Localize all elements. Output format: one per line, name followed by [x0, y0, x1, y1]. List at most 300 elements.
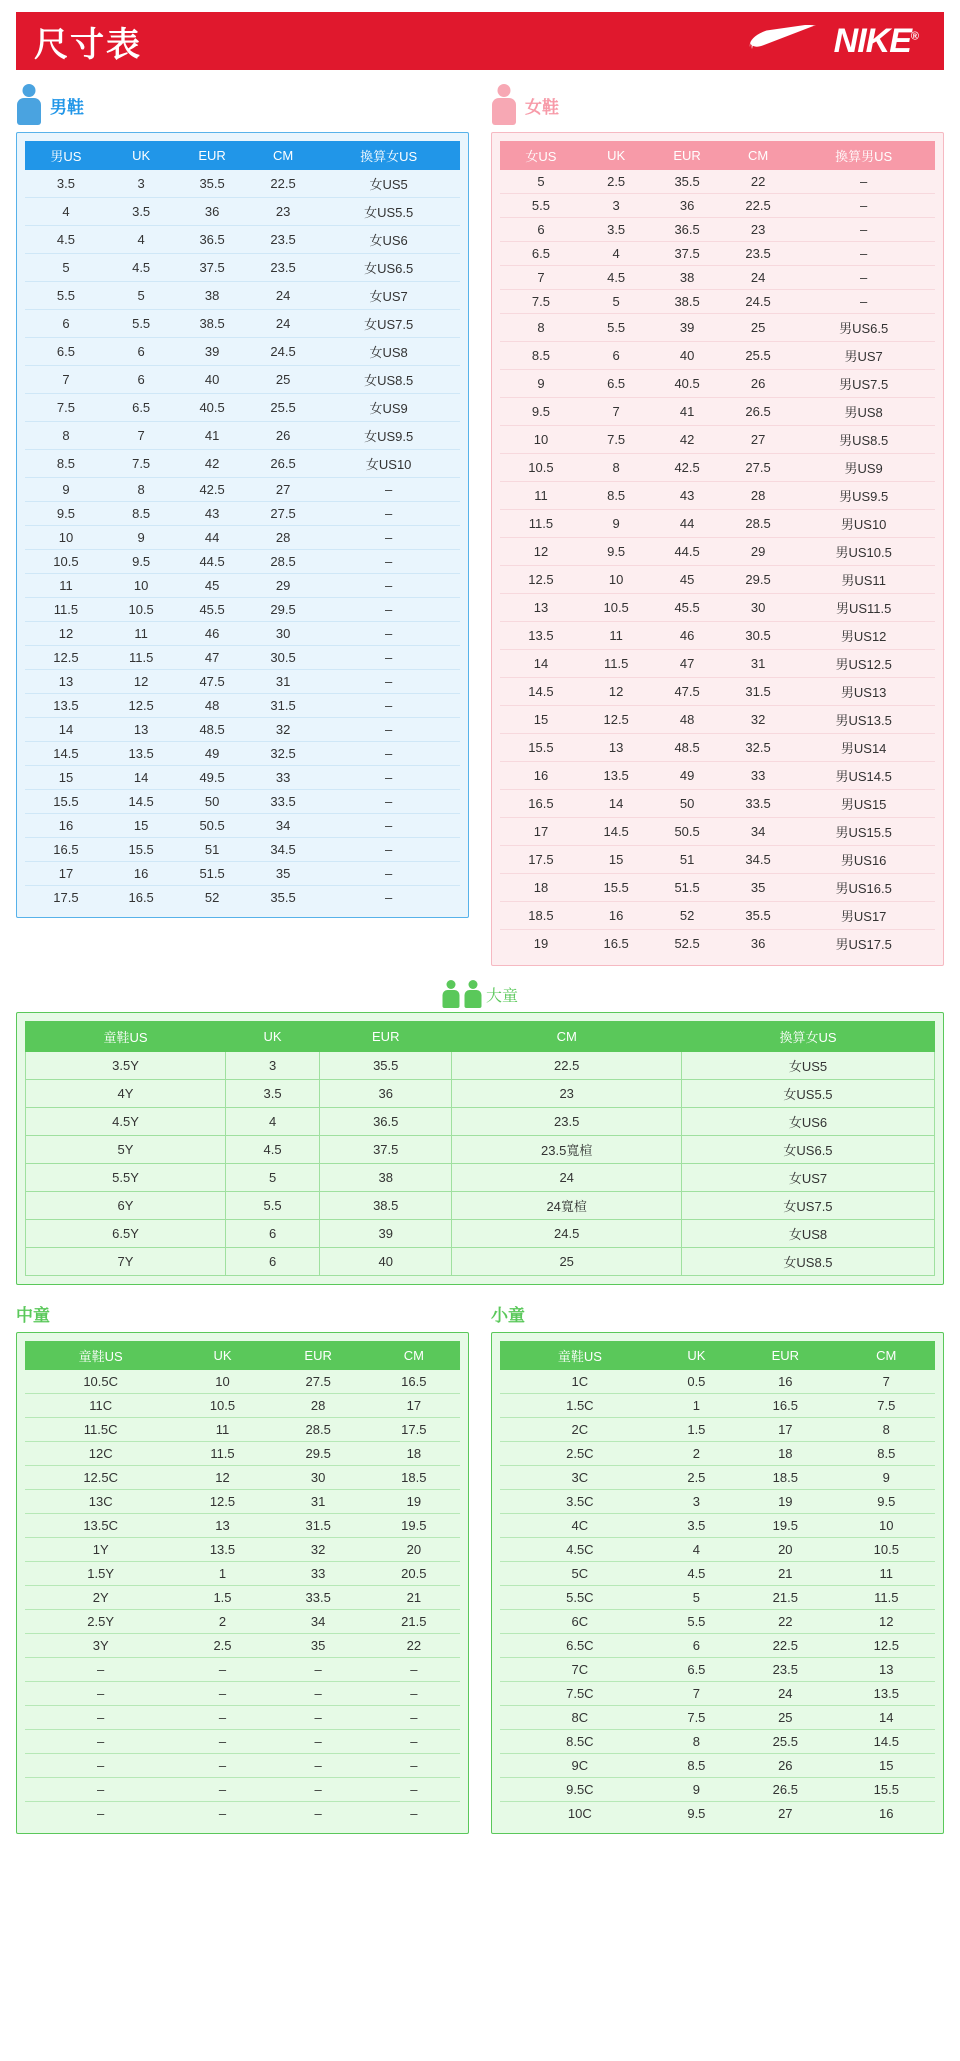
- table-row: [25, 1730, 460, 1754]
- column-header: 童鞋US: [500, 1341, 660, 1370]
- table-row: [500, 1730, 935, 1754]
- column-header: CM: [452, 1022, 682, 1052]
- table-cell: 10: [500, 426, 582, 454]
- table-cell: 16.5: [25, 838, 107, 862]
- table-cell: 男US14: [792, 734, 935, 762]
- table-cell: 19: [533, 936, 549, 951]
- table-cell: 47: [175, 646, 248, 670]
- table-cell: 30: [249, 622, 317, 646]
- table-header-row: [25, 141, 460, 170]
- table-cell: 42.5: [175, 478, 248, 502]
- table-row: [25, 1682, 460, 1706]
- table-cell: –: [317, 862, 460, 886]
- table-cell: 18: [500, 874, 582, 902]
- table-cell: –: [176, 1754, 268, 1778]
- table-row: [25, 338, 460, 366]
- table-cell: 3.5: [226, 1080, 320, 1108]
- table-cell: 6.5: [582, 370, 650, 398]
- table-row: [500, 1586, 935, 1610]
- male-person-icon: [16, 84, 42, 126]
- table-cell: 10: [107, 574, 175, 598]
- table-cell: 3: [107, 170, 175, 198]
- table-cell: 22.5: [452, 1052, 682, 1080]
- table-cell: 29.5: [269, 1442, 368, 1466]
- table-cell: 4.5: [226, 1136, 320, 1164]
- table-row: [25, 718, 460, 742]
- table-row: [26, 1192, 935, 1220]
- table-cell: 29.5: [724, 566, 792, 594]
- table-cell: 12.5: [582, 706, 650, 734]
- table-row: [25, 1466, 460, 1490]
- table-row: [500, 594, 935, 622]
- table-row: [500, 846, 935, 874]
- table-cell: 45.5: [650, 594, 723, 622]
- table-row: [500, 1610, 935, 1634]
- table-cell: 46: [175, 622, 248, 646]
- table-cell: 11C: [25, 1394, 176, 1418]
- table-cell: 5: [582, 290, 650, 314]
- table-cell: 18.5: [368, 1466, 460, 1490]
- table-cell: –: [792, 266, 935, 290]
- table-cell: 12: [500, 538, 582, 566]
- table-cell: 21: [368, 1586, 460, 1610]
- table-row: [25, 226, 460, 254]
- table-cell: 51: [175, 838, 248, 862]
- table-row: [25, 1514, 460, 1538]
- table-row: [500, 1514, 935, 1538]
- table-cell: –: [176, 1682, 268, 1706]
- table-cell: 1.5: [660, 1418, 733, 1442]
- column-header: EUR: [733, 1341, 838, 1370]
- table-cell: 16: [879, 1806, 894, 1821]
- table-cell: 1: [176, 1562, 268, 1586]
- table-cell: –: [25, 1706, 176, 1730]
- table-cell: 9.5: [500, 398, 582, 426]
- table-cell: –: [317, 646, 460, 670]
- table-row: [500, 342, 935, 370]
- table-row: [25, 170, 460, 198]
- table-cell: 36: [320, 1080, 452, 1108]
- table-row: [500, 1802, 935, 1826]
- table-cell: 11.5: [500, 510, 582, 538]
- table-cell: 13C: [25, 1490, 176, 1514]
- table-cell: 47.5: [650, 678, 723, 706]
- table-row: [500, 1370, 935, 1394]
- table-cell: 26: [733, 1754, 838, 1778]
- table-cell: 37.5: [175, 254, 248, 282]
- table-cell: 15: [25, 766, 107, 790]
- table-cell: 16: [582, 902, 650, 930]
- table-cell: 41: [175, 422, 248, 450]
- table-cell: 男US8.5: [792, 426, 935, 454]
- table-cell: 6: [226, 1248, 320, 1276]
- table-cell: 女US5: [317, 170, 460, 198]
- table-cell: 3: [660, 1490, 733, 1514]
- table-row: [25, 622, 460, 646]
- table-row: [25, 742, 460, 766]
- table-cell: 14: [107, 766, 175, 790]
- table-cell: 28.5: [724, 510, 792, 538]
- mid-kids-table-wrapper: [16, 1332, 469, 1834]
- table-cell: 28: [269, 1394, 368, 1418]
- table-cell: 12.5: [838, 1634, 935, 1658]
- table-row: [25, 254, 460, 282]
- table-cell: 7: [25, 366, 107, 394]
- table-cell: 6: [660, 1634, 733, 1658]
- table-cell: 5.5: [582, 314, 650, 342]
- table-row: [500, 1682, 935, 1706]
- table-row: [500, 678, 935, 706]
- table-cell: 35: [724, 874, 792, 902]
- table-cell: 17: [368, 1394, 460, 1418]
- table-cell: 7Y: [26, 1248, 226, 1276]
- table-cell: 28: [249, 526, 317, 550]
- table-cell: 23.5寬楦: [452, 1136, 682, 1164]
- table-cell: 35.5: [724, 902, 792, 930]
- table-cell: 24.5: [249, 338, 317, 366]
- table-row: [25, 550, 460, 574]
- column-header: 童鞋US: [26, 1022, 226, 1052]
- table-cell: 9.5C: [500, 1778, 660, 1802]
- table-cell: 31.5: [724, 678, 792, 706]
- column-header: 換算男US: [792, 141, 935, 170]
- table-cell: 15.5: [582, 874, 650, 902]
- table-cell: 13.5: [107, 742, 175, 766]
- table-row: [500, 1442, 935, 1466]
- table-cell: 11.5: [838, 1586, 935, 1610]
- table-row: [25, 886, 460, 910]
- table-cell: 10.5: [582, 594, 650, 622]
- table-row: [25, 1538, 460, 1562]
- column-header: 男US: [25, 141, 107, 170]
- table-cell: 16.5: [128, 890, 154, 905]
- table-cell: 27.5: [249, 502, 317, 526]
- table-cell: 14: [838, 1706, 935, 1730]
- men-section: [16, 84, 469, 918]
- table-row: [500, 762, 935, 790]
- table-cell: 15: [838, 1754, 935, 1778]
- table-cell: 24: [452, 1164, 682, 1192]
- table-row: [25, 422, 460, 450]
- column-header: UK: [226, 1022, 320, 1052]
- table-cell: 9: [582, 510, 650, 538]
- table-row: [25, 502, 460, 526]
- table-cell: 男US16: [792, 846, 935, 874]
- table-cell: 23.5: [249, 226, 317, 254]
- table-cell: 男US15.5: [792, 818, 935, 846]
- table-cell: –: [218, 1806, 227, 1821]
- table-cell: 33.5: [249, 790, 317, 814]
- table-row: [500, 734, 935, 762]
- table-cell: –: [269, 1778, 368, 1802]
- table-cell: 43: [650, 482, 723, 510]
- table-row: [26, 1108, 935, 1136]
- table-cell: 25.5: [724, 342, 792, 370]
- column-header: 換算女US: [681, 1022, 934, 1052]
- table-cell: 44: [650, 510, 723, 538]
- table-cell: 1Y: [25, 1538, 176, 1562]
- table-cell: 12.5: [176, 1490, 268, 1514]
- table-row: [25, 838, 460, 862]
- column-header: 女US: [500, 141, 582, 170]
- table-cell: 11: [838, 1562, 935, 1586]
- table-cell: 8.5C: [500, 1730, 660, 1754]
- table-row: [25, 670, 460, 694]
- table-cell: 17.5: [53, 890, 79, 905]
- table-cell: 33: [249, 766, 317, 790]
- table-cell: 10: [838, 1514, 935, 1538]
- table-cell: 48.5: [650, 734, 723, 762]
- table-cell: 40: [320, 1248, 452, 1276]
- table-cell: 女US7: [317, 282, 460, 310]
- table-cell: 23: [249, 198, 317, 226]
- table-cell: 22: [724, 170, 792, 194]
- brand-logo: [644, 12, 944, 70]
- table-cell: –: [368, 1730, 460, 1754]
- table-cell: 14.5: [107, 790, 175, 814]
- table-row: [26, 1136, 935, 1164]
- table-cell: 15: [107, 814, 175, 838]
- table-cell: 25: [452, 1248, 682, 1276]
- table-cell: 27.5: [724, 454, 792, 482]
- table-cell: 30: [724, 594, 792, 622]
- column-header: EUR: [175, 141, 248, 170]
- table-cell: 男US10.5: [792, 538, 935, 566]
- table-cell: 21.5: [368, 1610, 460, 1634]
- table-cell: 2.5: [176, 1634, 268, 1658]
- small-kids-table-body: [500, 1370, 935, 1825]
- table-row: [500, 1754, 935, 1778]
- table-cell: 22.5: [724, 194, 792, 218]
- table-cell: 11: [500, 482, 582, 510]
- table-row: [25, 814, 460, 838]
- table-cell: –: [317, 790, 460, 814]
- table-cell: 17: [500, 818, 582, 846]
- table-cell: –: [25, 1778, 176, 1802]
- table-cell: 43: [175, 502, 248, 526]
- table-cell: 0.5: [660, 1370, 733, 1394]
- table-cell: 6: [25, 310, 107, 338]
- page-title: 尺寸表: [16, 12, 644, 70]
- table-cell: 14.5: [582, 818, 650, 846]
- table-cell: 24: [249, 282, 317, 310]
- table-cell: 女US9: [317, 394, 460, 422]
- table-row: [25, 282, 460, 310]
- table-cell: 4: [660, 1538, 733, 1562]
- table-cell: 女US8.5: [681, 1248, 934, 1276]
- table-cell: 男US12: [792, 622, 935, 650]
- table-cell: 13.5: [25, 694, 107, 718]
- table-cell: 3: [582, 194, 650, 218]
- table-cell: 8: [660, 1730, 733, 1754]
- men-size-table: [25, 141, 460, 909]
- table-cell: 9: [107, 526, 175, 550]
- table-cell: 15.5: [25, 790, 107, 814]
- column-header: 童鞋US: [25, 1341, 176, 1370]
- table-cell: 女US7.5: [317, 310, 460, 338]
- table-cell: 40.5: [650, 370, 723, 398]
- mid-kids-section: [16, 1301, 469, 1834]
- table-cell: 7.5: [660, 1706, 733, 1730]
- table-row: [26, 1164, 935, 1192]
- table-cell: 8.5: [500, 342, 582, 370]
- table-cell: –: [97, 1806, 105, 1821]
- table-cell: 24: [733, 1682, 838, 1706]
- table-cell: 3Y: [25, 1634, 176, 1658]
- table-cell: –: [317, 814, 460, 838]
- table-cell: 7.5: [500, 290, 582, 314]
- table-cell: 12: [176, 1466, 268, 1490]
- table-cell: 40.5: [175, 394, 248, 422]
- table-cell: 女US5: [681, 1052, 934, 1080]
- table-cell: 16.5: [500, 790, 582, 818]
- table-cell: 男US15: [792, 790, 935, 818]
- table-cell: 13.5: [500, 622, 582, 650]
- table-cell: 15.5: [838, 1778, 935, 1802]
- table-cell: 6.5: [660, 1658, 733, 1682]
- table-cell: 25.5: [249, 394, 317, 422]
- table-cell: 5.5Y: [26, 1164, 226, 1192]
- table-cell: 26.5: [724, 398, 792, 426]
- table-cell: –: [317, 838, 460, 862]
- column-header: CM: [249, 141, 317, 170]
- table-cell: 33.5: [269, 1586, 368, 1610]
- table-cell: 33.5: [724, 790, 792, 818]
- table-row: [500, 1418, 935, 1442]
- table-row: [500, 242, 935, 266]
- table-cell: 44.5: [175, 550, 248, 574]
- table-cell: 10.5: [500, 454, 582, 482]
- table-cell: 6: [582, 342, 650, 370]
- table-cell: 35: [269, 1634, 368, 1658]
- table-cell: 8.5: [107, 502, 175, 526]
- table-cell: 46: [650, 622, 723, 650]
- table-cell: 女US9.5: [317, 422, 460, 450]
- table-cell: 24.5: [724, 290, 792, 314]
- table-cell: 6: [226, 1220, 320, 1248]
- table-cell: 11.5: [582, 650, 650, 678]
- table-cell: 12: [107, 670, 175, 694]
- table-cell: 25: [724, 314, 792, 342]
- table-cell: 51.5: [175, 862, 248, 886]
- table-cell: 13: [838, 1658, 935, 1682]
- column-header: EUR: [269, 1341, 368, 1370]
- table-cell: 44.5: [650, 538, 723, 566]
- small-kids-section-label: 小童: [491, 1306, 525, 1325]
- table-row: [500, 706, 935, 734]
- table-cell: 35.5: [320, 1052, 452, 1080]
- table-cell: 8: [107, 478, 175, 502]
- table-cell: 男US13: [792, 678, 935, 706]
- table-cell: 24寬楦: [452, 1192, 682, 1220]
- table-cell: 13.5: [176, 1538, 268, 1562]
- table-cell: 30: [269, 1466, 368, 1490]
- table-cell: 10: [582, 566, 650, 594]
- table-row: [500, 426, 935, 454]
- table-cell: 女US6: [681, 1108, 934, 1136]
- table-cell: 11: [107, 622, 175, 646]
- table-cell: 24.5: [452, 1220, 682, 1248]
- table-cell: –: [368, 1658, 460, 1682]
- table-cell: 39: [650, 314, 723, 342]
- table-cell: –: [792, 194, 935, 218]
- table-cell: 47: [650, 650, 723, 678]
- table-cell: 8C: [500, 1706, 660, 1730]
- table-cell: –: [317, 526, 460, 550]
- table-row: [500, 398, 935, 426]
- table-cell: 5.5: [107, 310, 175, 338]
- men-section-heading: [16, 84, 469, 126]
- table-cell: 27: [778, 1806, 793, 1821]
- table-cell: 14.5: [838, 1730, 935, 1754]
- table-cell: 12: [25, 622, 107, 646]
- table-cell: 4.5: [660, 1562, 733, 1586]
- table-cell: 38.5: [650, 290, 723, 314]
- table-row: [500, 510, 935, 538]
- table-cell: 36.5: [175, 226, 248, 254]
- table-cell: 6C: [500, 1610, 660, 1634]
- table-cell: –: [269, 1730, 368, 1754]
- table-cell: 10.5: [176, 1394, 268, 1418]
- table-header-row: [500, 1341, 935, 1370]
- table-cell: 2: [176, 1610, 268, 1634]
- table-cell: 6.5Y: [26, 1220, 226, 1248]
- nike-swoosh-icon: [748, 25, 820, 58]
- table-cell: 34: [724, 818, 792, 846]
- table-cell: 23.5: [249, 254, 317, 282]
- table-cell: 女US8: [681, 1220, 934, 1248]
- mid-kids-section-label: 中童: [16, 1306, 50, 1325]
- table-cell: 36: [175, 198, 248, 226]
- table-cell: 18.5: [500, 902, 582, 930]
- table-cell: 26: [249, 422, 317, 450]
- table-cell: 10.5C: [25, 1370, 176, 1394]
- table-cell: 45: [650, 566, 723, 594]
- table-row: [25, 198, 460, 226]
- table-cell: 女US6.5: [317, 254, 460, 282]
- table-row: [500, 290, 935, 314]
- table-cell: 5.5C: [500, 1586, 660, 1610]
- table-row: [25, 1586, 460, 1610]
- table-cell: 23.5: [452, 1108, 682, 1136]
- table-cell: 36: [750, 936, 766, 951]
- table-row: [25, 394, 460, 422]
- table-cell: 2.5: [660, 1466, 733, 1490]
- table-cell: 16: [25, 814, 107, 838]
- table-cell: 16.5: [368, 1370, 460, 1394]
- table-row: [500, 818, 935, 846]
- table-cell: –: [317, 694, 460, 718]
- table-cell: 28: [724, 482, 792, 510]
- table-cell: 14.5: [25, 742, 107, 766]
- table-cell: 1: [660, 1394, 733, 1418]
- table-row: [26, 1248, 935, 1276]
- table-cell: 14.5: [500, 678, 582, 706]
- table-cell: –: [176, 1658, 268, 1682]
- table-cell: 11.5: [25, 598, 107, 622]
- table-cell: 3.5Y: [26, 1052, 226, 1080]
- table-cell: –: [317, 742, 460, 766]
- table-cell: 37.5: [650, 242, 723, 266]
- table-cell: 40: [650, 342, 723, 370]
- table-cell: 50: [175, 790, 248, 814]
- table-cell: 22: [368, 1634, 460, 1658]
- table-row: [25, 1634, 460, 1658]
- table-cell: 17: [25, 862, 107, 886]
- table-cell: 14: [500, 650, 582, 678]
- table-cell: 9.5: [687, 1806, 706, 1821]
- table-cell: 1.5: [176, 1586, 268, 1610]
